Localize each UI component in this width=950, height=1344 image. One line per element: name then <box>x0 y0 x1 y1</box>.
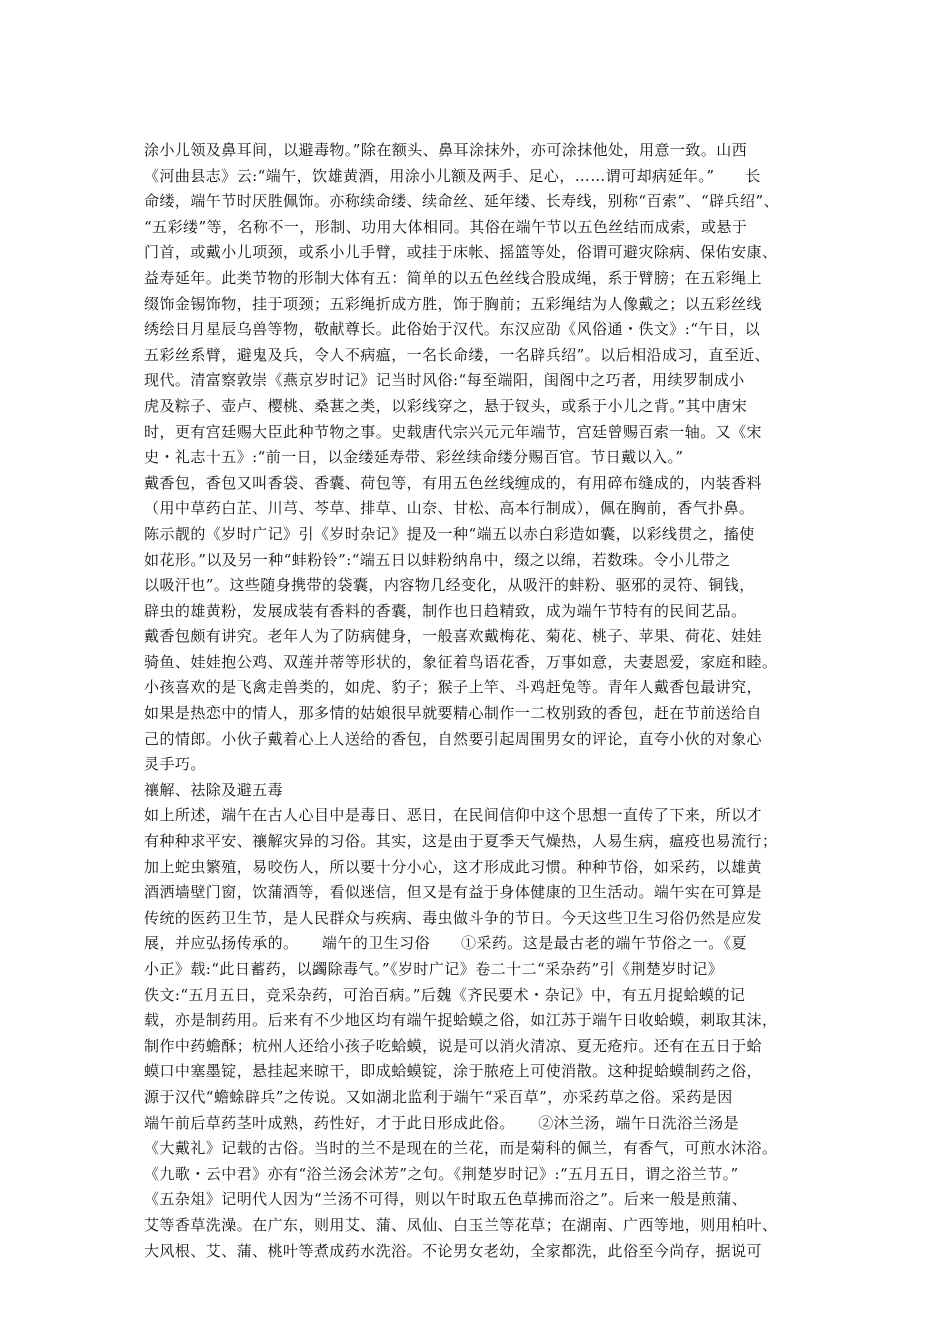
text-line: 命缕，端午节时厌胜佩饰。亦称续命缕、续命丝、延年缕、长寿线，别称“百索”、“辟兵绍”、 <box>144 192 780 211</box>
text-line: 灵手巧。 <box>144 755 206 774</box>
text-line: 以吸汗也”。这些随身携带的袋囊，内容物几经变化，从吸汗的蚌粉、驱邪的灵符、铜钱， <box>144 576 755 595</box>
text-line: 戴香包，香包又叫香袋、香囊、荷包等，有用五色丝线缠成的，有用碎布缝成的，内装香料 <box>144 473 763 492</box>
text-line: 虎及粽子、壶卢、樱桃、桑葚之类，以彩线穿之，悬于钗头，或系于小儿之背。”其中唐宋 <box>144 396 748 415</box>
text-line: 绣绘日月星辰乌兽等物，敬献尊长。此俗始于汉代。东汉应劭《风俗通・佚文》:“午日，以 <box>144 320 761 339</box>
text-line: 如果是热恋中的情人，那多情的姑娘很早就要精心制作一二枚别致的香包，赶在节前送给自 <box>144 704 763 723</box>
text-line: 五彩丝系臂，避鬼及兵，令人不病瘟，一名长命缕，一名辟兵绍”。以后相沿成习，直至近、 <box>144 345 771 364</box>
text-line: 史・礼志十五》:“前一日，以金缕延寿带、彩丝续命缕分赐百官。节日戴以入。” <box>144 448 684 467</box>
text-line: 制作中药蟾酥；杭州人还给小孩子吃蛤蟆，说是可以消火清凉、夏无疮疖。还有在五日于蛤 <box>144 1036 763 1055</box>
text-line: 辟虫的雄黄粉，发展成装有香料的香囊，制作也日趋精致，成为端午节特有的民间艺品。 <box>144 601 747 620</box>
text-line: 门首，或戴小儿项颈，或系小儿手臂，或挂于床帐、摇篮等处，俗谓可避灾除病、保佑安康、 <box>144 243 778 262</box>
text-line: 《河曲县志》云:“端午，饮雄黄酒，用涂小儿额及两手、足心，……谓可却病延年。” 长 <box>144 166 761 185</box>
text-line: 源于汉代“蟾蜍辟兵”之传说。又如湖北监利于端午“采百草”，亦采药草之俗。采药是因 <box>144 1087 733 1106</box>
text-line: 陈示靓的《岁时广记》引《岁时杂记》提及一种“端五以赤白彩造如囊，以彩线贯之，搐使 <box>144 524 755 543</box>
text-line: 展，并应弘扬传承的。 端午的卫生习俗 ①采药。这是最古老的端午节俗之一。《夏 <box>144 934 748 953</box>
text-line: 时，更有宫廷赐大臣此种节物之事。史载唐代宗兴元元年端节，宫廷曾赐百索一轴。又《宋 <box>144 422 763 441</box>
text-line: 益寿延年。此类节物的形制大体有五：简单的以五色丝线合股成绳，系于臂膀；在五彩绳上 <box>144 268 763 287</box>
text-line: 涂小儿领及鼻耳间，以避毒物。”除在额头、鼻耳涂抹外，亦可涂抹他处，用意一致。山西 <box>144 141 748 159</box>
text-line: 端午前后草药茎叶成熟，药性好，才于此日形成此俗。 ②沐兰汤，端午日洗浴兰汤是 <box>144 1113 740 1132</box>
text-line: 戴香包颇有讲究。老年人为了防病健身，一般喜欢戴梅花、菊花、桃子、苹果、荷花、娃娃 <box>144 627 763 646</box>
document-page <box>144 138 808 1264</box>
text-line: 如花形。”以及另一种“蚌粉铃”:“端五日以蚌粉纳帛中，缀之以绵，若数珠。令小儿带之 <box>144 550 731 569</box>
text-line: 现代。清富察敦崇《燕京岁时记》记当时风俗:“每至端阳，闺阁中之巧者，用续罗制成小 <box>144 371 745 390</box>
text-line: 《九歌・云中君》亦有“浴兰汤会沭芳”之句。《荆楚岁时记》:“五月五日，谓之浴兰节。” <box>144 1164 739 1183</box>
text-line: 艾等香草洗澡。在广东，则用艾、蒲、凤仙、白玉兰等花草；在湖南、广西等地，则用柏叶、 <box>144 1215 778 1234</box>
text-line: 传统的医药卫生节，是人民群众与疾病、毒虫做斗争的节日。今天这些卫生习俗仍然是应发 <box>144 908 763 927</box>
text-line: 《大戴礼》记载的古俗。当时的兰不是现在的兰花，而是菊科的佩兰，有香气，可煎水沐浴。 <box>144 1139 778 1158</box>
text-line: 加上蛇虫繁殖，易咬伤人，所以要十分小心，这才形成此习惯。种种节俗，如采药，以雄黄 <box>144 857 763 876</box>
text-line: 佚文:“五月五日，竞采杂药，可治百病。”后魏《齐民要术・杂记》中，有五月捉蛤蟆的记 <box>144 985 746 1004</box>
text-line: 有种种求平安、禳解灾异的习俗。其实，这是由于夏季天气燥热，人易生病，瘟疫也易流行； <box>144 832 778 851</box>
text-line: 小正》载:“此日蓄药，以蠲除毒气。”《岁时广记》卷二十二“采杂药”引《荆楚岁时记》 <box>144 960 724 978</box>
text-line: 己的情郎。小伙子戴着心上人送给的香包，自然要引起周围男女的评论，直夸小伙的对象心 <box>144 729 763 748</box>
text-line: “五彩缕”等，名称不一，形制、功用大体相同。其俗在端午节以五色丝结而成索，或悬于 <box>144 217 748 236</box>
text-line: 如上所述，端午在古人心目中是毒日、恶日，在民间信仰中这个思想一直传了下来，所以才 <box>144 806 763 825</box>
text-line: 载，亦是制药用。后来有不少地区均有端午捉蛤蟆之俗，如江苏于端午日收蛤蟆，刺取其沫， <box>144 1011 778 1030</box>
text-line: 酒洒墙壁门窗，饮蒲酒等，看似迷信，但又是有益于身体健康的卫生活动。端午实在可算是 <box>144 883 763 902</box>
text-line: 骑鱼、娃娃抱公鸡、双莲并蒂等形状的，象征着鸟语花香，万事如意，夫妻恩爱，家庭和睦。 <box>144 652 778 671</box>
text-line: 缀饰金锡饰物，挂于项颈；五彩绳折成方胜，饰于胸前；五彩绳结为人像戴之；以五彩丝线 <box>144 294 763 313</box>
text-line: （用中草药白芷、川芎、芩草、排草、山奈、甘松、高本行制成），佩在胸前，香气扑鼻。 <box>144 499 755 518</box>
text-line: 蟆口中塞墨锭，悬挂起来晾干，即成蛤蟆锭，涂于脓疮上可使消散。这种捉蛤蟆制药之俗， <box>144 1062 763 1081</box>
text-line: 小孩喜欢的是飞禽走兽类的，如虎、豹子；猴子上竿、斗鸡赶兔等。青年人戴香包最讲究， <box>144 678 763 697</box>
text-line: 《五杂俎》记明代人因为“兰汤不可得，则以午时取五色草拂而浴之”。后来一般是煎蒲、 <box>144 1190 748 1209</box>
text-line: 大风根、艾、蒲、桃叶等煮成药水洗浴。不论男女老幼，全家都洗，此俗至今尚存，据说可 <box>144 1241 763 1260</box>
section-heading: 禳解、祛除及避五毒 <box>144 780 284 799</box>
